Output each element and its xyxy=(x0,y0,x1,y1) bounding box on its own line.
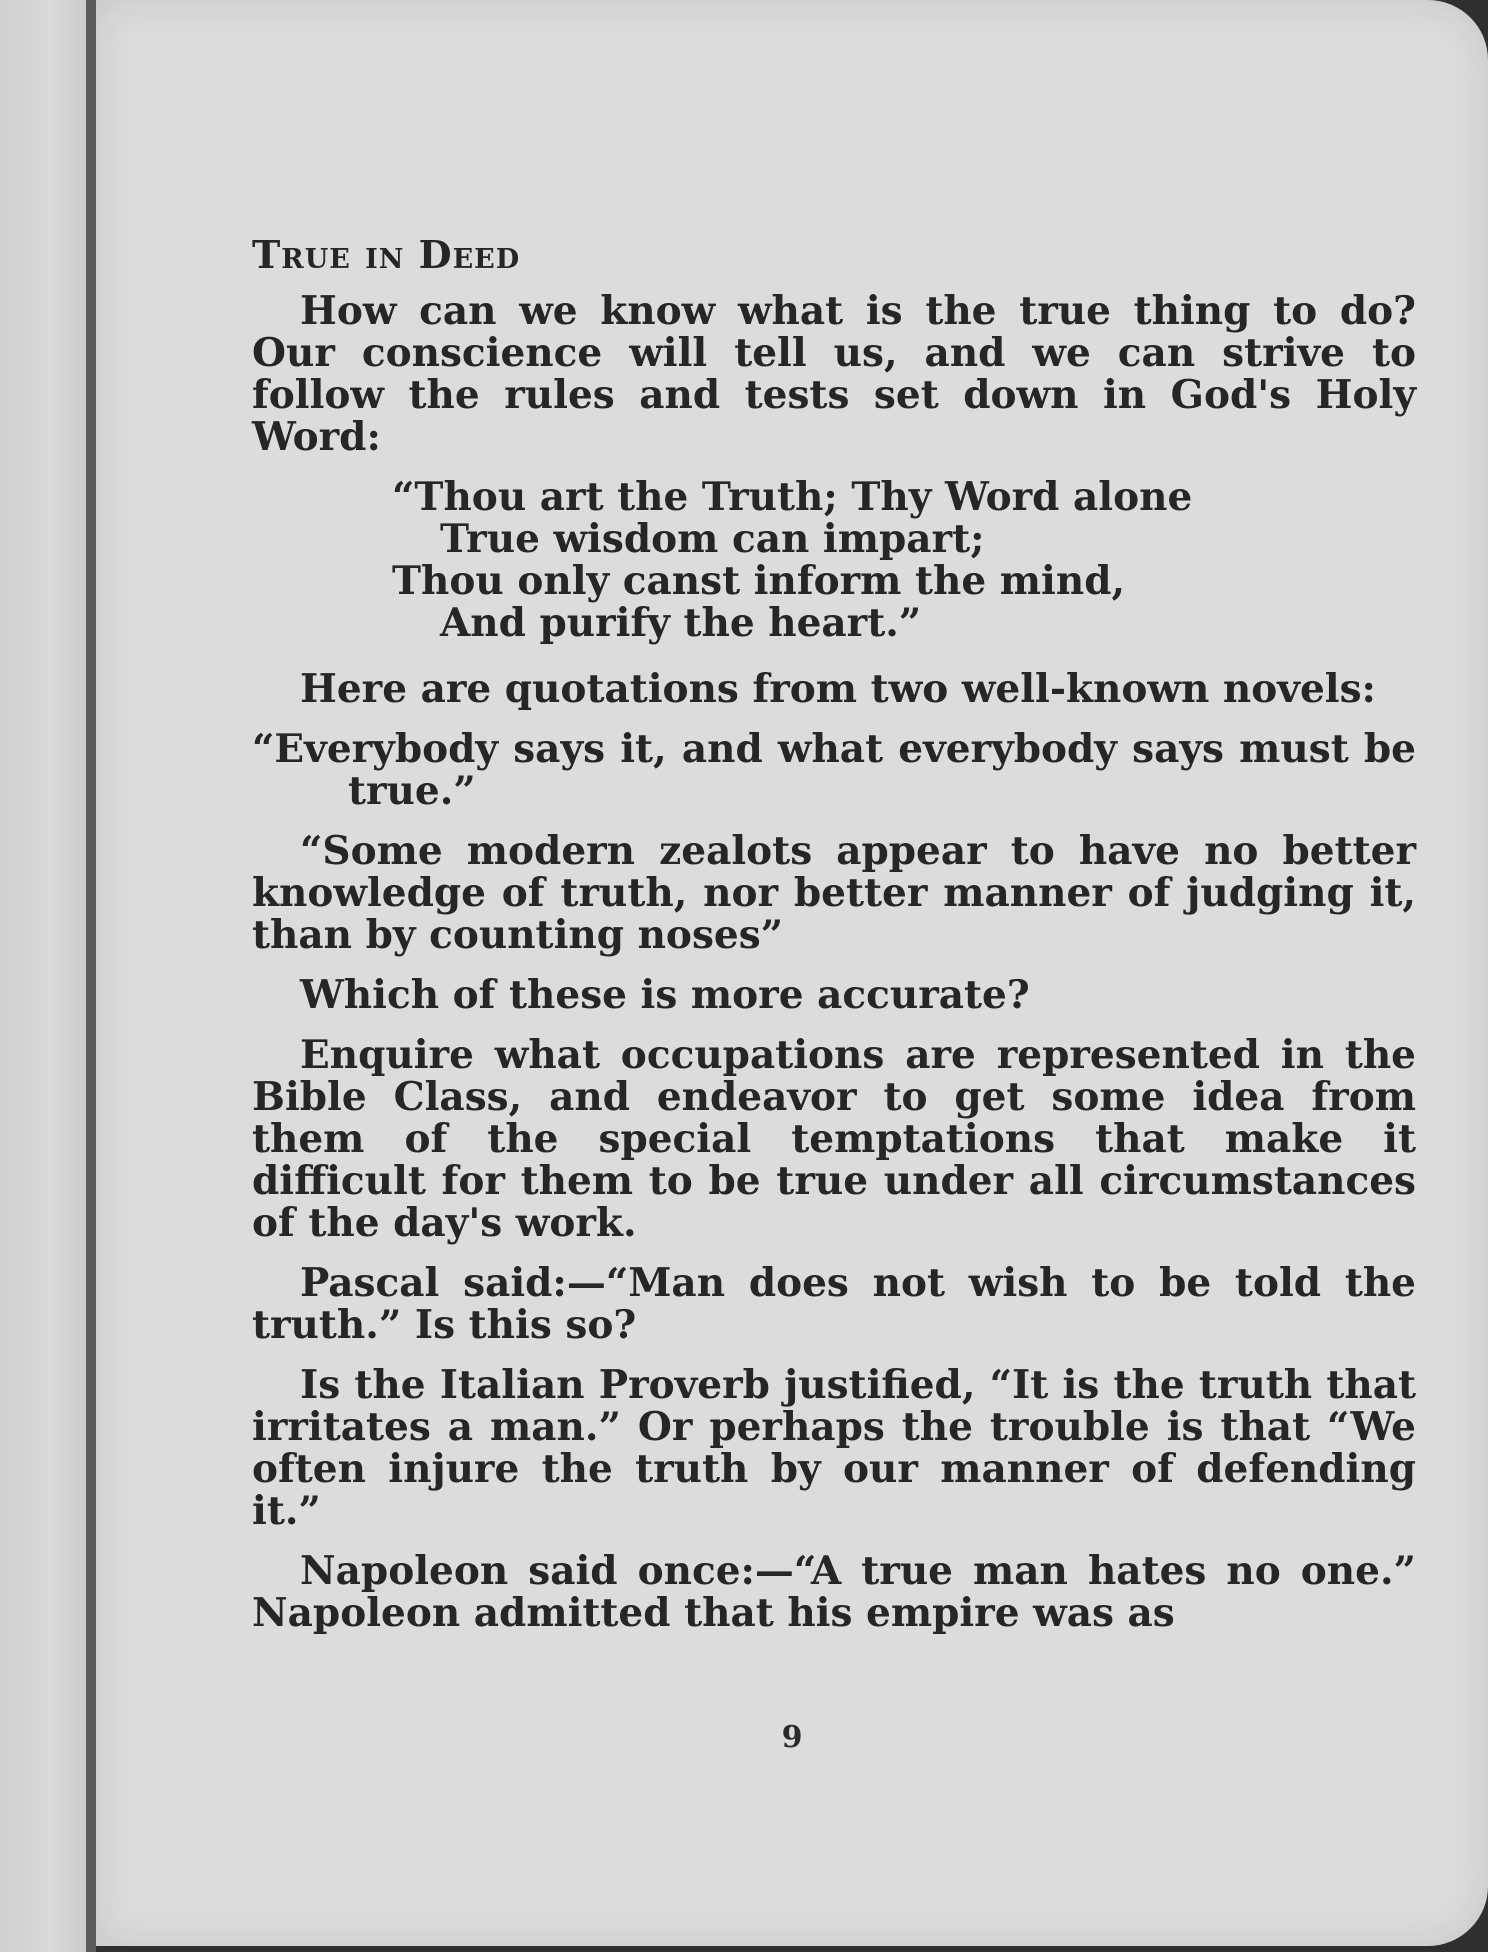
poem-line-3: Thou only canst inform the mind, xyxy=(392,558,1126,604)
paragraph-napoleon: Napoleon said once:—“A true man hates no one.” Napoleon admitted that his empire was as xyxy=(252,1548,1416,1636)
paragraph-italian-proverb: Is the Italian Proverb justified, “It is the truth that irritates a man.” Or perhaps the trouble is that “We often injure the truth by our manner of defending it.” xyxy=(252,1362,1416,1534)
book-spine xyxy=(86,0,96,1952)
quote-zealots: “Some modern zealots appear to have no better knowledge of truth, nor better manner of judging it, than by counting noses” xyxy=(252,828,1416,958)
poem-line-1: “Thou art the Truth; Thy Word alone xyxy=(392,474,1193,520)
left-page-edge xyxy=(0,0,92,1952)
book-page xyxy=(96,0,1488,1946)
paragraph-question-accuracy: Which of these is more accurate? xyxy=(300,972,1030,1018)
page-text xyxy=(252,220,1416,1652)
page-number: 9 xyxy=(781,1720,803,1755)
poem-line-2: True wisdom can impart; xyxy=(440,516,985,562)
paragraph-pascal: Pascal said:—“Man does not wish to be told the truth.” Is this so? xyxy=(252,1260,1416,1348)
quote-everybody: “Everybody says it, and what everybody says must be true.” xyxy=(252,726,1416,814)
paragraph-novels-intro: Here are quotations from two well-known novels: xyxy=(300,666,1376,712)
paragraph-conscience: How can we know what is the true thing to do? Our conscience will tell us, and we can strive to follow the rules and tests set down in God's Holy Word: xyxy=(252,288,1416,460)
hymn-quote xyxy=(252,476,1416,644)
poem-line-4: And purify the heart.” xyxy=(440,600,922,646)
section-heading: True in Deed xyxy=(252,232,521,277)
paragraph-occupations: Enquire what occupations are represented in the Bible Class, and endeavor to get some idea from them of the special temptations that make it difficult for them to be true under all circumstances of the day's work. xyxy=(252,1032,1416,1246)
